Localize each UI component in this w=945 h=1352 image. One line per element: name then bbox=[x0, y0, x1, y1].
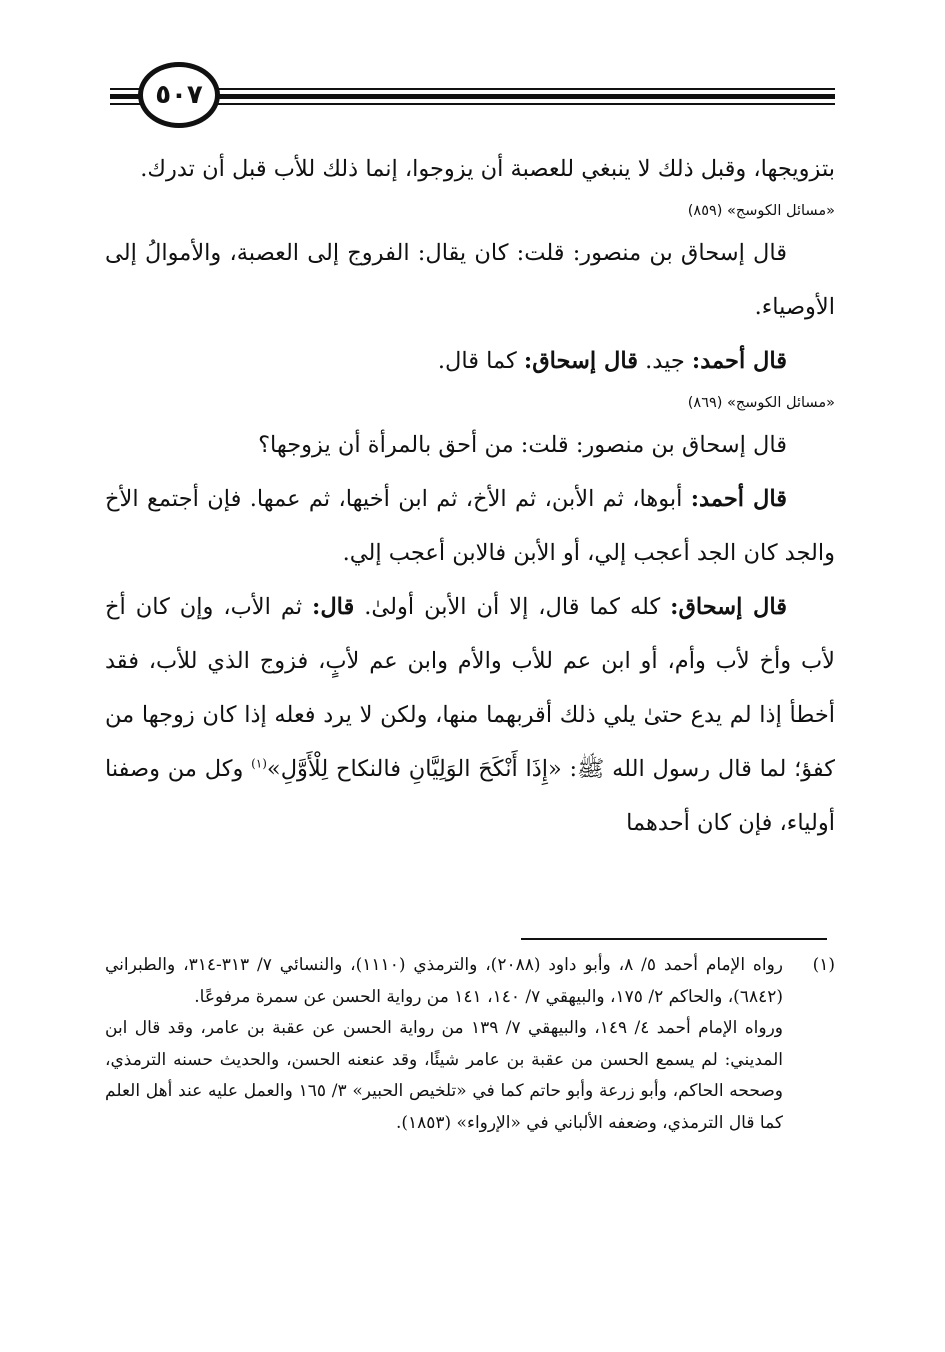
speaker-label: قال إسحاق: bbox=[670, 594, 787, 620]
page-header bbox=[110, 62, 835, 132]
answer-text: جيد. bbox=[637, 348, 692, 374]
footnote-separator bbox=[521, 938, 827, 940]
page-number-badge bbox=[138, 62, 220, 128]
header-rule-bottom bbox=[110, 103, 835, 105]
speaker-label: قال: bbox=[312, 594, 355, 620]
paragraph-question: قال إسحاق بن منصور: قلت: كان يقال: الفروج إلى العصبة، والأموالُ إلى الأوصياء. bbox=[105, 240, 835, 320]
footnote-text: رواه الإمام أحمد ٥/ ٨، وأبو داود (٢٠٨٨)، والترمذي (١١١٠)، والنسائي ٧/ ٣١٣-٣١٤، والطبراني (٦٨٤٢)، والحاكم ٢/ ١٧٥، والبيهقي ٧/ ١٤٠، ١٤١ من رواية الحسن عن سمرة مرفوعًا. bbox=[105, 955, 783, 1007]
footnote-continuation: ورواه الإمام أحمد ٤/ ١٤٩، والبيهقي ٧/ ١٣٩ من رواية الحسن عن عقبة بن عامر، وقد قال ابن المديني: لم يسمع الحسن من عقبة بن عامر شيئًا، وقد عنعنه الحسن، والحديث حسنه الترمذي، وصححه الحاكم، وأبو زرعة وأبو حاتم كما في «تلخيص الحبير» ٣/ ١٦٥ والعمل عليه عند أهل العلم كما قال الترمذي، وضعفه الألباني في «الإرواء» (١٨٥٣). bbox=[105, 1018, 783, 1133]
paragraph-continuation: بتزويجها، وقبل ذلك لا ينبغي للعصبة أن يزوجوا، إنما ذلك للأب قبل أن تدرك. bbox=[140, 156, 835, 182]
source-citation: «مسائل الكوسج» (٨٥٩) bbox=[687, 203, 835, 219]
answer-text: ثم الأب، وإن كان أخ لأب وأخ لأب وأم، أو ابن عم للأب والأم وابن عم لأبٍ، فزوج الذي للأب، فقد أخطأ إذا لم يدع حتىٰ يلي ذلك أقربهما منها، ولكن لا يرد فعله إذا كان زوجها من كفؤ؛ لما قال رسول الله ﷺ: «إِذَا أَنْكَحَ الوَلِيَّانِ فالنكاح لِلْأَوَّلِ» bbox=[105, 594, 835, 782]
paragraph-answer bbox=[105, 580, 835, 850]
footnotes bbox=[105, 950, 835, 1139]
source-citation: «مسائل الكوسج» (٨٦٩) bbox=[687, 395, 835, 411]
answer-text: أبوها، ثم الأبن، ثم الأخ، ثم ابن أخيها، ثم عمها. فإن أجتمع الأخ والجد كان الجد أعجب إلي، أو الأبن فالابن أعجب إلي. bbox=[105, 486, 835, 566]
footnote-item bbox=[105, 950, 835, 1013]
answer-text: وكل من وصفنا أولياء، فإن كان أحدهما bbox=[105, 756, 835, 836]
footnote-marker: (١) bbox=[251, 756, 267, 771]
paragraph-answer bbox=[105, 334, 835, 388]
speaker-label: قال إسحاق: bbox=[523, 348, 638, 374]
answer-text: كما قال. bbox=[437, 348, 524, 374]
speaker-label: قال أحمد: bbox=[691, 348, 787, 374]
answer-text: كله كما قال، إلا أن الأبن أولىٰ. bbox=[354, 594, 671, 620]
speaker-label: قال أحمد: bbox=[690, 486, 788, 512]
paragraph-question: قال إسحاق بن منصور: قلت: من أحق بالمرأة أن يزوجها؟ bbox=[258, 432, 787, 458]
main-text bbox=[105, 142, 835, 850]
footnote-number: (١) bbox=[812, 955, 835, 975]
paragraph-answer bbox=[105, 472, 835, 580]
page-number: ٥٠٧ bbox=[155, 80, 203, 110]
